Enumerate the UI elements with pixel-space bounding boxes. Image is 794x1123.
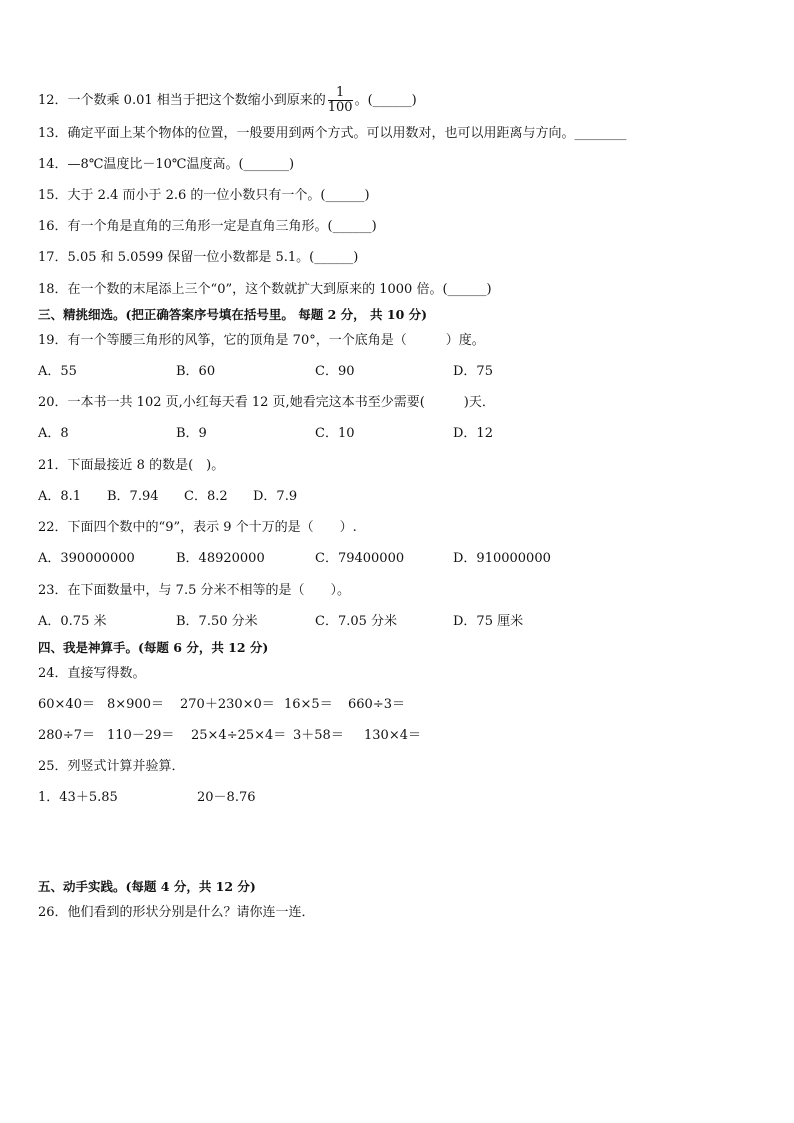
- calc-item: 8×900＝: [107, 697, 164, 712]
- option-d[interactable]: D．12: [453, 426, 493, 441]
- option-d[interactable]: D．7.9: [253, 489, 298, 504]
- question-17: 17．5.05 和 5.0599 保留一位小数都是 5.1。(______): [38, 250, 359, 265]
- vertical-calc-item: 20－8.76: [197, 790, 256, 805]
- question-24: 24．直接写得数。: [38, 666, 146, 681]
- option-d[interactable]: D．75 厘米: [453, 614, 524, 629]
- option-b[interactable]: B．9: [176, 426, 207, 441]
- question-16: 16．有一个角是直角的三角形一定是直角三角形。(______): [38, 219, 377, 234]
- calc-item: 660÷3＝: [348, 697, 405, 712]
- question-22: 22．下面四个数中的“9”，表示 9 个十万的是（ ）.: [38, 520, 357, 535]
- fraction-denominator: 100: [327, 100, 353, 115]
- question-13: 13．确定平面上某个物体的位置，一般要用到两个方式。可以用数对，也可以用距离与方向。________: [38, 126, 627, 141]
- question-25: 25．列竖式计算并验算．: [38, 759, 185, 774]
- section-4-title: 四、我是神算手。(每题 6 分，共 12 分): [38, 640, 269, 655]
- question-20: 20．一本书一共 102 页,小红每天看 12 页,她看完这本书至少需要( )天．: [38, 395, 495, 410]
- question-18: 18．在一个数的末尾添上三个“0”，这个数就扩大到原来的 1000 倍。(______): [38, 282, 492, 297]
- option-a[interactable]: A．390000000: [38, 551, 135, 566]
- section-5-title: 五、动手实践。(每题 4 分，共 12 分): [38, 879, 256, 894]
- option-a[interactable]: A．55: [38, 364, 77, 379]
- option-c[interactable]: C．7.05 分米: [315, 614, 398, 629]
- option-b[interactable]: B．48920000: [176, 551, 265, 566]
- calc-item: 25×4÷25×4＝: [191, 728, 287, 743]
- option-b[interactable]: B．7.94: [107, 489, 159, 504]
- option-a[interactable]: A．8.1: [38, 489, 82, 504]
- option-d[interactable]: D．75: [453, 364, 493, 379]
- option-a[interactable]: A．8: [38, 426, 69, 441]
- option-c[interactable]: C．10: [315, 426, 355, 441]
- calc-item: 130×4＝: [364, 728, 421, 743]
- question-26: 26．他们看到的形状分别是什么？请你连一连．: [38, 905, 315, 920]
- question-14: 14．—8℃温度比－10℃温度高。(_______): [38, 157, 295, 172]
- fraction: [328, 86, 353, 115]
- question-12-answer[interactable]: 。(______): [354, 93, 417, 108]
- question-12-text: 12．一个数乘 0.01 相当于把这个数缩小到原来的: [38, 93, 326, 108]
- calc-item: 280÷7＝: [38, 728, 95, 743]
- calc-item: 270＋230×0＝: [180, 697, 275, 712]
- question-15: 15．大于 2.4 而小于 2.6 的一位小数只有一个。(______): [38, 188, 370, 203]
- option-d[interactable]: D．910000000: [453, 551, 551, 566]
- option-c[interactable]: C．79400000: [315, 551, 405, 566]
- calc-item: 110－29＝: [107, 728, 175, 743]
- question-21: 21．下面最接近 8 的数是( )。: [38, 458, 225, 473]
- question-19: 19．有一个等腰三角形的风筝，它的顶角是 70°，一个底角是（ ）度。: [38, 333, 485, 348]
- option-b[interactable]: B．60: [176, 364, 216, 379]
- question-23: 23．在下面数量中，与 7.5 分米不相等的是（ ）。: [38, 583, 350, 598]
- calc-item: 60×40＝: [38, 697, 95, 712]
- option-c[interactable]: C．90: [315, 364, 355, 379]
- option-a[interactable]: A．0.75 米: [38, 614, 107, 629]
- vertical-calc-item: 1．43＋5.85: [38, 790, 118, 805]
- question-12: [38, 86, 417, 115]
- option-b[interactable]: B．7.50 分米: [176, 614, 258, 629]
- calc-item: 3＋58＝: [293, 728, 344, 743]
- fraction-numerator: 1: [328, 86, 353, 101]
- section-3-title: 三、精挑细选。(把正确答案序号填在括号里。 每题 2 分， 共 10 分): [38, 307, 428, 322]
- option-c[interactable]: C．8.2: [184, 489, 228, 504]
- calc-item: 16×5＝: [284, 697, 333, 712]
